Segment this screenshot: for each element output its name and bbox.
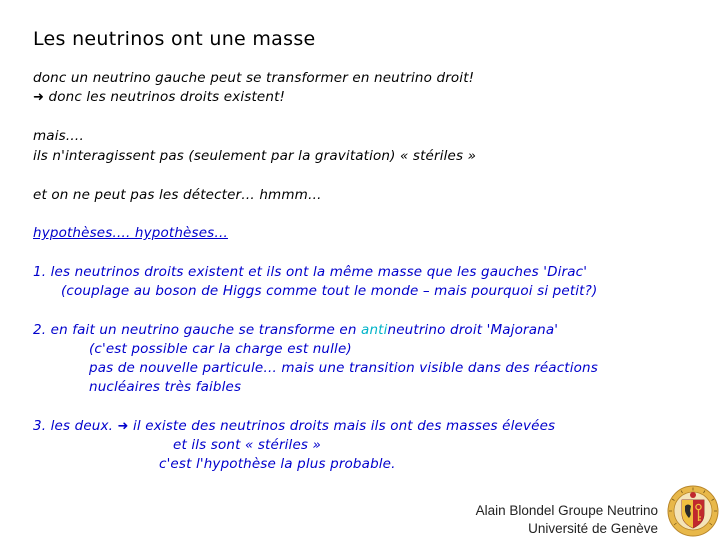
footer-university: Université de Genève xyxy=(528,521,658,536)
right-arrow-icon: ➜ xyxy=(117,419,129,434)
hypothesis-2-line-2: (c'est possible car la charge est nulle) xyxy=(89,341,352,357)
hypothesis-2-line-1 xyxy=(33,322,558,338)
hypothesis-3-line-1 xyxy=(33,418,555,434)
hypothesis-1-line-1: 1. les neutrinos droits existent et ils ont la même masse que les gauches 'Dirac' xyxy=(33,264,588,280)
footer-credit xyxy=(476,502,658,538)
hypothesis-1-line-2: (couplage au boson de Higgs comme tout le monde – mais pourquoi si petit?) xyxy=(61,283,598,299)
hypothesis-2-line-4: nucléaires très faibles xyxy=(89,379,242,395)
line-neutrino-transform: donc un neutrino gauche peut se transformer en neutrino droit! xyxy=(33,70,475,86)
hypothesis-2-line-3: pas de nouvelle particule… mais une transition visible dans des réactions xyxy=(89,360,598,376)
footer-author: Alain Blondel Groupe Neutrino xyxy=(475,503,658,518)
anti-highlight: anti xyxy=(361,322,388,338)
hypothesis-3-line-3: c'est l'hypothèse la plus probable. xyxy=(159,456,396,472)
hypothesis-2-prefix: 2. en fait un neutrino gauche se transforme en xyxy=(33,322,362,338)
hypothesis-2-suffix: neutrino droit 'Majorana' xyxy=(387,322,559,338)
hypothesis-3-line-2: et ils sont « stériles » xyxy=(173,437,322,453)
line-sterile: ils n'interagissent pas (seulement par la gravitation) « stériles » xyxy=(33,148,477,164)
right-arrow-icon: ➜ xyxy=(33,90,45,105)
slide-title: Les neutrinos ont une masse xyxy=(33,28,316,50)
line-right-neutrinos-exist-text: donc les neutrinos droits existent! xyxy=(48,89,286,105)
hypotheses-heading: hypothèses…. hypothèses… xyxy=(33,225,228,241)
hypothesis-3-prefix: 3. les deux. xyxy=(33,418,118,434)
university-seal-icon xyxy=(666,480,720,540)
line-right-neutrinos-exist xyxy=(33,89,285,105)
line-detection: et on ne peut pas les détecter… hmmm… xyxy=(33,187,322,203)
hypothesis-3-suffix: il existe des neutrinos droits mais ils ont des masses élevées xyxy=(128,418,556,434)
line-mais: mais…. xyxy=(33,128,84,144)
